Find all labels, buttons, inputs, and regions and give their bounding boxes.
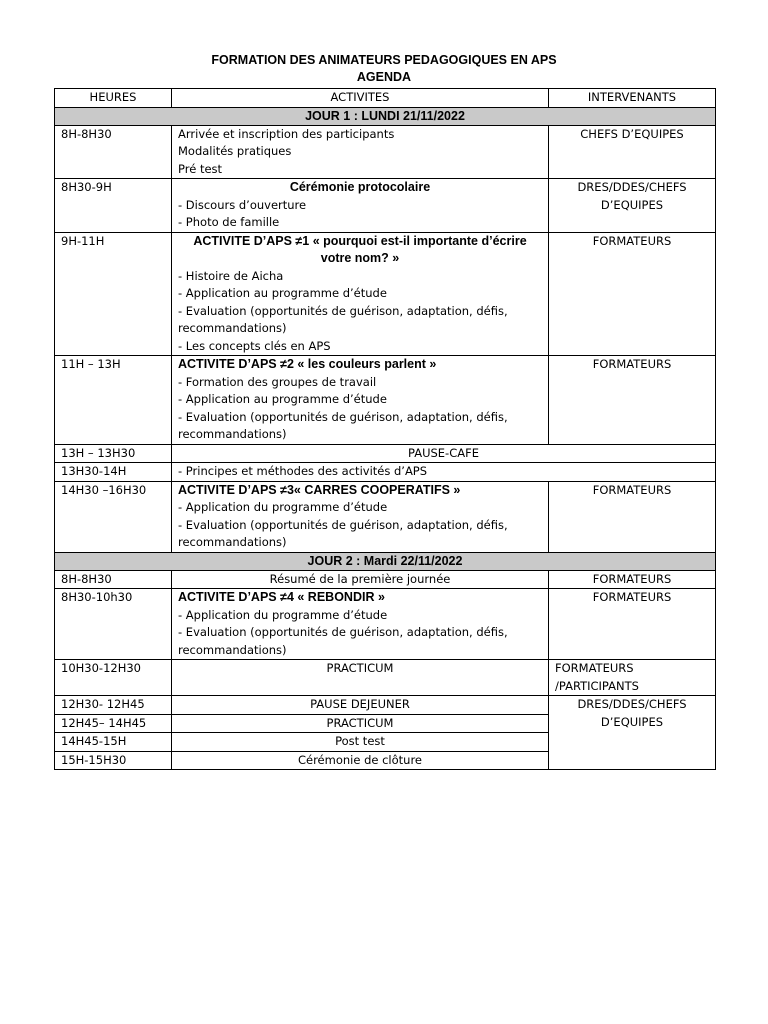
speaker-cell: DRES/DDES/CHEFS D’EQUIPES	[549, 179, 716, 233]
day-1-row	[55, 107, 716, 125]
speaker-cell: FORMATEURS	[549, 481, 716, 552]
activity-cell: PRACTICUM	[172, 660, 549, 696]
table-row	[55, 696, 716, 715]
table-row	[55, 444, 716, 463]
speaker-cell	[549, 660, 716, 696]
activity-line: - Application au programme d’étude	[178, 286, 387, 300]
activity-cell	[172, 589, 549, 660]
time-cell: 13H30-14H	[55, 463, 172, 482]
activity-line: Pré test	[178, 161, 223, 176]
activity-cell	[172, 232, 549, 356]
day-2-row	[55, 552, 716, 570]
activity-title: ACTIVITE D’APS ≠3« CARRES COOPERATIFS »	[178, 482, 461, 497]
table-row	[55, 660, 716, 696]
speaker-cell: CHEFS D’EQUIPES	[549, 125, 716, 179]
header-intervenants: INTERVENANTS	[549, 89, 716, 108]
time-cell: 14H30 –16H30	[55, 481, 172, 552]
table-row	[55, 463, 716, 482]
activity-line: Modalités pratiques	[178, 144, 292, 158]
time-cell: 8H30-10h30	[55, 589, 172, 660]
activity-line: - Discours d’ouverture	[178, 197, 307, 212]
activity-title: Cérémonie protocolaire	[289, 180, 431, 194]
time-cell: 9H-11H	[55, 232, 172, 356]
header-heures: HEURES	[55, 89, 172, 108]
activity-cell: Résumé de la première journée	[172, 570, 549, 589]
time-cell: 13H – 13H30	[55, 444, 172, 463]
activity-line: - Evaluation (opportunités de guérison, adaptation, défis, recommandations)	[178, 303, 508, 335]
time-cell: 8H-8H30	[55, 125, 172, 179]
activity-cell	[172, 481, 549, 552]
time-cell: 15H-15H30	[55, 751, 172, 770]
table-header-row	[55, 89, 716, 108]
activity-line: - Evaluation (opportunités de guérison, adaptation, défis, recommandations)	[178, 625, 508, 657]
activity-cell: Cérémonie de clôture	[172, 751, 549, 770]
table-row	[55, 589, 716, 660]
speaker-cell: FORMATEURS	[549, 356, 716, 445]
document-title: FORMATION DES ANIMATEURS PEDAGOGIQUES EN APS	[211, 53, 557, 67]
activity-cell: PAUSE DEJEUNER	[172, 696, 549, 715]
speaker-cell: FORMATEURS	[549, 570, 716, 589]
agenda-table	[54, 88, 716, 770]
activity-line: - Histoire de Aicha	[178, 268, 284, 283]
speaker-cell: FORMATEURS	[549, 589, 716, 660]
speaker-cell: FORMATEURS	[549, 232, 716, 356]
activity-line: - Photo de famille	[178, 215, 280, 229]
activity-title: ACTIVITE D’APS ≠2 « les couleurs parlent »	[178, 357, 437, 371]
activity-cell: - Principes et méthodes des activités d’APS	[172, 463, 716, 482]
activity-cell	[172, 125, 549, 179]
time-cell: 12H45– 14H45	[55, 714, 172, 733]
document-subtitle: AGENDA	[356, 70, 412, 84]
time-cell: 8H30-9H	[55, 179, 172, 233]
activity-cell: PAUSE-CAFE	[172, 444, 716, 463]
activity-line: - Evaluation (opportunités de guérison, adaptation, défis, recommandations)	[178, 409, 508, 441]
activity-line: Arrivée et inscription des participants	[178, 126, 395, 141]
table-row	[55, 481, 716, 552]
day-1-label: JOUR 1 : LUNDI 21/11/2022	[55, 107, 716, 125]
activity-line: - Application du programme d’étude	[178, 607, 388, 622]
table-row	[55, 570, 716, 589]
table-row	[55, 232, 716, 356]
activity-line: - Formation des groupes de travail	[178, 374, 377, 389]
activity-cell: PRACTICUM	[172, 714, 549, 733]
activity-cell: Post test	[172, 733, 549, 752]
activity-line: - Application du programme d’étude	[178, 500, 388, 514]
table-row	[55, 179, 716, 233]
header-activites: ACTIVITES	[172, 89, 549, 108]
table-row	[55, 356, 716, 445]
activity-cell	[172, 179, 549, 233]
activity-cell	[172, 356, 549, 445]
day-2-label: JOUR 2 : Mardi 22/11/2022	[55, 552, 716, 570]
time-cell: 10H30-12H30	[55, 660, 172, 696]
time-cell: 14H45-15H	[55, 733, 172, 752]
speaker-line: /PARTICIPANTS	[555, 678, 639, 693]
activity-line: - Application au programme d’étude	[178, 392, 387, 406]
activity-title: ACTIVITE D’APS ≠1 « pourquoi est-il importante d’écrire votre nom? »	[193, 233, 527, 265]
time-cell: 11H – 13H	[55, 356, 172, 445]
time-cell: 12H30- 12H45	[55, 696, 172, 715]
activity-title: ACTIVITE D’APS ≠4 « REBONDIR »	[178, 590, 385, 604]
activity-line: - Evaluation (opportunités de guérison, adaptation, défis, recommandations)	[178, 517, 508, 549]
time-cell: 8H-8H30	[55, 570, 172, 589]
speaker-line: FORMATEURS	[555, 661, 634, 675]
speaker-cell: DRES/DDES/CHEFS D’EQUIPES	[549, 696, 716, 770]
activity-line: - Les concepts clés en APS	[178, 338, 331, 353]
table-row	[55, 125, 716, 179]
